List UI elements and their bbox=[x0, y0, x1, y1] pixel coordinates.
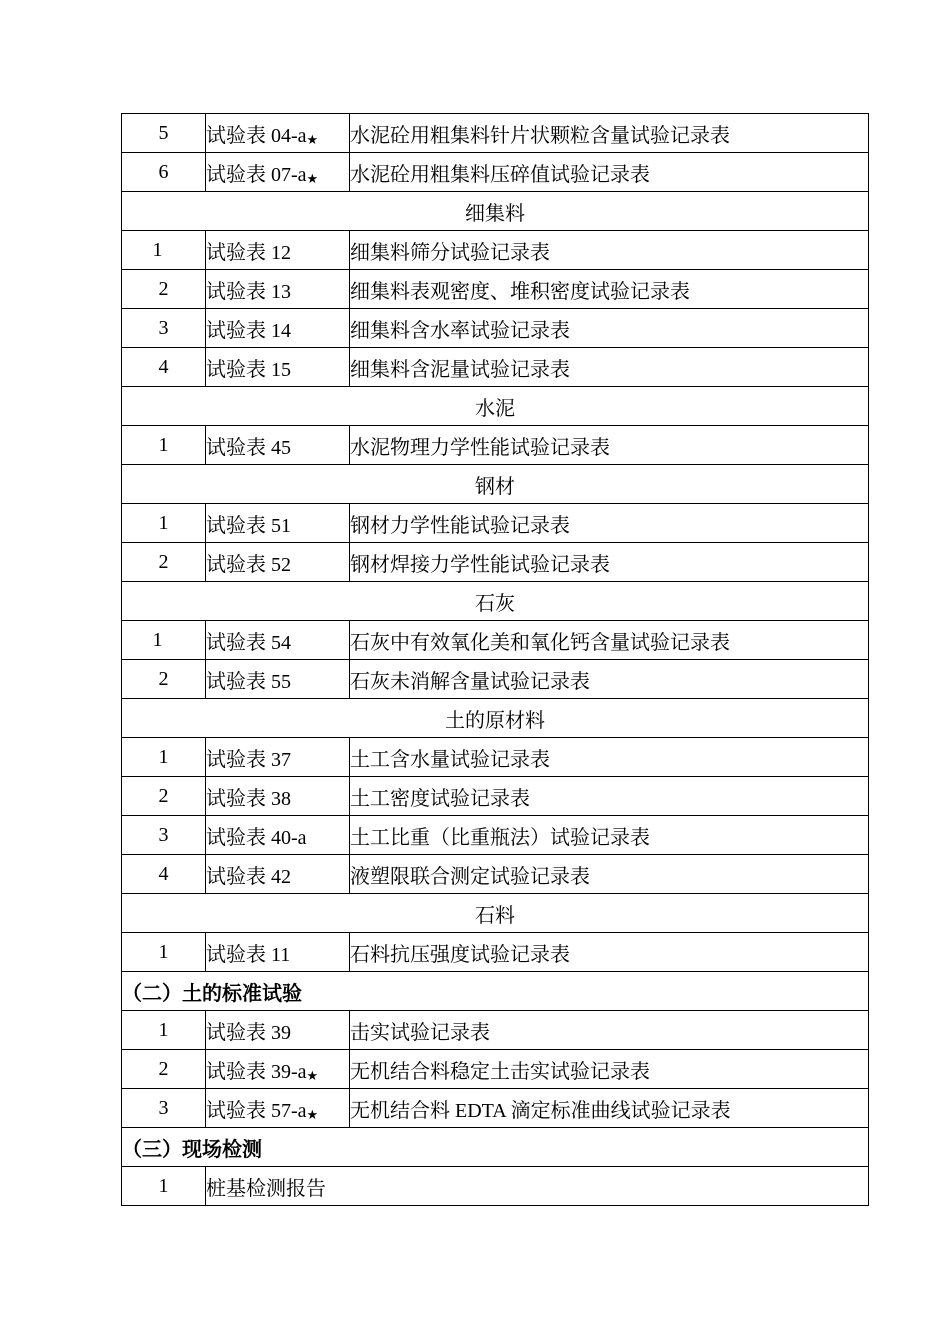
table-row bbox=[122, 1050, 869, 1089]
form-code-cell bbox=[206, 1089, 350, 1128]
form-code: 试验表 14 bbox=[206, 319, 291, 342]
table-row bbox=[122, 504, 869, 543]
form-code-cell bbox=[206, 1011, 350, 1050]
category-row bbox=[122, 582, 869, 621]
row-number-cell bbox=[122, 504, 206, 543]
row-number-cell bbox=[122, 543, 206, 582]
table-row bbox=[122, 933, 869, 972]
table-row bbox=[122, 270, 869, 309]
category-row bbox=[122, 894, 869, 933]
row-number-cell bbox=[122, 933, 206, 972]
row-number-cell bbox=[122, 153, 206, 192]
row-number: 2 bbox=[158, 1057, 169, 1080]
star-icon: ★ bbox=[306, 1067, 319, 1083]
form-code: 试验表 38 bbox=[206, 787, 291, 810]
table-row bbox=[122, 348, 869, 387]
form-code-cell bbox=[206, 855, 350, 894]
row-number: 3 bbox=[158, 1096, 169, 1119]
section-title: （三）现场检测 bbox=[122, 1128, 869, 1167]
form-code: 试验表 37 bbox=[206, 748, 291, 771]
form-code: 试验表 51 bbox=[206, 514, 291, 537]
form-code-cell bbox=[206, 114, 350, 153]
category-label: 钢材 bbox=[122, 465, 869, 504]
form-name: 钢材焊接力学性能试验记录表 bbox=[350, 543, 869, 582]
row-number: 2 bbox=[158, 277, 169, 300]
row-number-cell bbox=[122, 270, 206, 309]
row-number-cell bbox=[122, 1011, 206, 1050]
row-number-cell bbox=[122, 1050, 206, 1089]
category-row bbox=[122, 699, 869, 738]
row-number: 2 bbox=[158, 784, 169, 807]
row-number: 2 bbox=[158, 667, 169, 690]
form-name: 石料抗压强度试验记录表 bbox=[350, 933, 869, 972]
row-number: 2 bbox=[158, 550, 169, 573]
row-number-cell bbox=[122, 1089, 206, 1128]
category-row bbox=[122, 465, 869, 504]
form-name: 水泥砼用粗集料压碎值试验记录表 bbox=[350, 153, 869, 192]
row-number-cell bbox=[122, 777, 206, 816]
category-label: 石灰 bbox=[122, 582, 869, 621]
table-row bbox=[122, 1089, 869, 1128]
form-code-cell bbox=[206, 153, 350, 192]
form-code-cell bbox=[206, 621, 350, 660]
row-number-cell bbox=[122, 309, 206, 348]
row-number-cell bbox=[122, 231, 206, 270]
table-row bbox=[122, 777, 869, 816]
table-row bbox=[122, 855, 869, 894]
form-name: 石灰未消解含量试验记录表 bbox=[350, 660, 869, 699]
table-row bbox=[122, 426, 869, 465]
form-code-cell bbox=[206, 816, 350, 855]
form-name: 细集料表观密度、堆积密度试验记录表 bbox=[350, 270, 869, 309]
category-label: 石料 bbox=[122, 894, 869, 933]
form-name: 细集料含水率试验记录表 bbox=[350, 309, 869, 348]
form-code-cell bbox=[206, 543, 350, 582]
form-code-cell bbox=[206, 309, 350, 348]
row-number-cell bbox=[122, 1167, 206, 1206]
form-code: 试验表 39 bbox=[206, 1021, 291, 1044]
form-code-cell bbox=[206, 504, 350, 543]
row-number-cell bbox=[122, 621, 206, 660]
row-number: 3 bbox=[158, 316, 169, 339]
row-number-cell bbox=[122, 114, 206, 153]
row-number: 1 bbox=[158, 433, 169, 456]
table-row bbox=[122, 309, 869, 348]
form-name: 石灰中有效氧化美和氧化钙含量试验记录表 bbox=[350, 621, 869, 660]
category-row bbox=[122, 192, 869, 231]
form-name: 水泥砼用粗集料针片状颗粒含量试验记录表 bbox=[350, 114, 869, 153]
form-code-cell bbox=[206, 660, 350, 699]
row-number-cell bbox=[122, 348, 206, 387]
row-number: 1 bbox=[158, 940, 169, 963]
form-code: 试验表 12 bbox=[206, 241, 291, 264]
form-code-cell bbox=[206, 426, 350, 465]
star-icon: ★ bbox=[306, 1106, 319, 1122]
form-code: 试验表 54 bbox=[206, 631, 291, 654]
row-number: 1 bbox=[158, 1174, 169, 1197]
row-number: 1 bbox=[152, 628, 163, 651]
form-code: 试验表 04-a bbox=[206, 124, 307, 147]
form-code-cell bbox=[206, 348, 350, 387]
form-code: 试验表 40-a bbox=[206, 826, 307, 849]
table-body bbox=[122, 114, 869, 1206]
category-label: 水泥 bbox=[122, 387, 869, 426]
table-row bbox=[122, 660, 869, 699]
row-number: 4 bbox=[158, 355, 169, 378]
row-number: 1 bbox=[158, 745, 169, 768]
category-label: 土的原材料 bbox=[122, 699, 869, 738]
category-row bbox=[122, 387, 869, 426]
row-number: 3 bbox=[158, 823, 169, 846]
form-code: 试验表 45 bbox=[206, 436, 291, 459]
row-number-cell bbox=[122, 816, 206, 855]
table-row bbox=[122, 543, 869, 582]
form-code: 试验表 07-a bbox=[206, 163, 307, 186]
form-code: 试验表 39-a bbox=[206, 1060, 307, 1083]
row-number: 1 bbox=[158, 511, 169, 534]
row-number: 1 bbox=[152, 238, 163, 261]
table-row bbox=[122, 738, 869, 777]
form-code-cell bbox=[206, 738, 350, 777]
row-number: 6 bbox=[158, 160, 169, 183]
form-name: 无机结合料 EDTA 滴定标准曲线试验记录表 bbox=[350, 1089, 869, 1128]
row-number-cell bbox=[122, 426, 206, 465]
section-title: （二）土的标准试验 bbox=[122, 972, 869, 1011]
form-code: 试验表 11 bbox=[206, 943, 291, 966]
row-number-cell bbox=[122, 660, 206, 699]
table-row bbox=[122, 1167, 869, 1206]
form-name: 土工含水量试验记录表 bbox=[350, 738, 869, 777]
form-code: 试验表 55 bbox=[206, 670, 291, 693]
row-number-cell bbox=[122, 738, 206, 777]
table-row bbox=[122, 114, 869, 153]
table-row bbox=[122, 231, 869, 270]
form-name: 土工密度试验记录表 bbox=[350, 777, 869, 816]
row-number-cell bbox=[122, 855, 206, 894]
table-row bbox=[122, 1011, 869, 1050]
test-record-table bbox=[121, 113, 869, 1206]
form-name: 无机结合料稳定土击实试验记录表 bbox=[350, 1050, 869, 1089]
form-name: 击实试验记录表 bbox=[350, 1011, 869, 1050]
section-header-row bbox=[122, 1128, 869, 1167]
table-row bbox=[122, 816, 869, 855]
form-code: 试验表 57-a bbox=[206, 1099, 307, 1122]
form-name: 桩基检测报告 bbox=[206, 1167, 869, 1206]
form-name: 细集料筛分试验记录表 bbox=[350, 231, 869, 270]
form-name: 土工比重（比重瓶法）试验记录表 bbox=[350, 816, 869, 855]
row-number: 5 bbox=[158, 121, 169, 144]
form-code: 试验表 13 bbox=[206, 280, 291, 303]
form-code-cell bbox=[206, 933, 350, 972]
form-code-cell bbox=[206, 270, 350, 309]
form-name: 液塑限联合测定试验记录表 bbox=[350, 855, 869, 894]
form-name: 水泥物理力学性能试验记录表 bbox=[350, 426, 869, 465]
category-label: 细集料 bbox=[122, 192, 869, 231]
row-number: 4 bbox=[158, 862, 169, 885]
form-name: 钢材力学性能试验记录表 bbox=[350, 504, 869, 543]
section-header-row bbox=[122, 972, 869, 1011]
form-name: 细集料含泥量试验记录表 bbox=[350, 348, 869, 387]
form-code: 试验表 52 bbox=[206, 553, 291, 576]
table-row bbox=[122, 153, 869, 192]
form-code-cell bbox=[206, 1050, 350, 1089]
form-code: 试验表 15 bbox=[206, 358, 291, 381]
table-row bbox=[122, 621, 869, 660]
star-icon: ★ bbox=[306, 170, 319, 186]
form-code: 试验表 42 bbox=[206, 865, 291, 888]
form-code-cell bbox=[206, 777, 350, 816]
form-code-cell bbox=[206, 231, 350, 270]
star-icon: ★ bbox=[306, 131, 319, 147]
row-number: 1 bbox=[158, 1018, 169, 1041]
